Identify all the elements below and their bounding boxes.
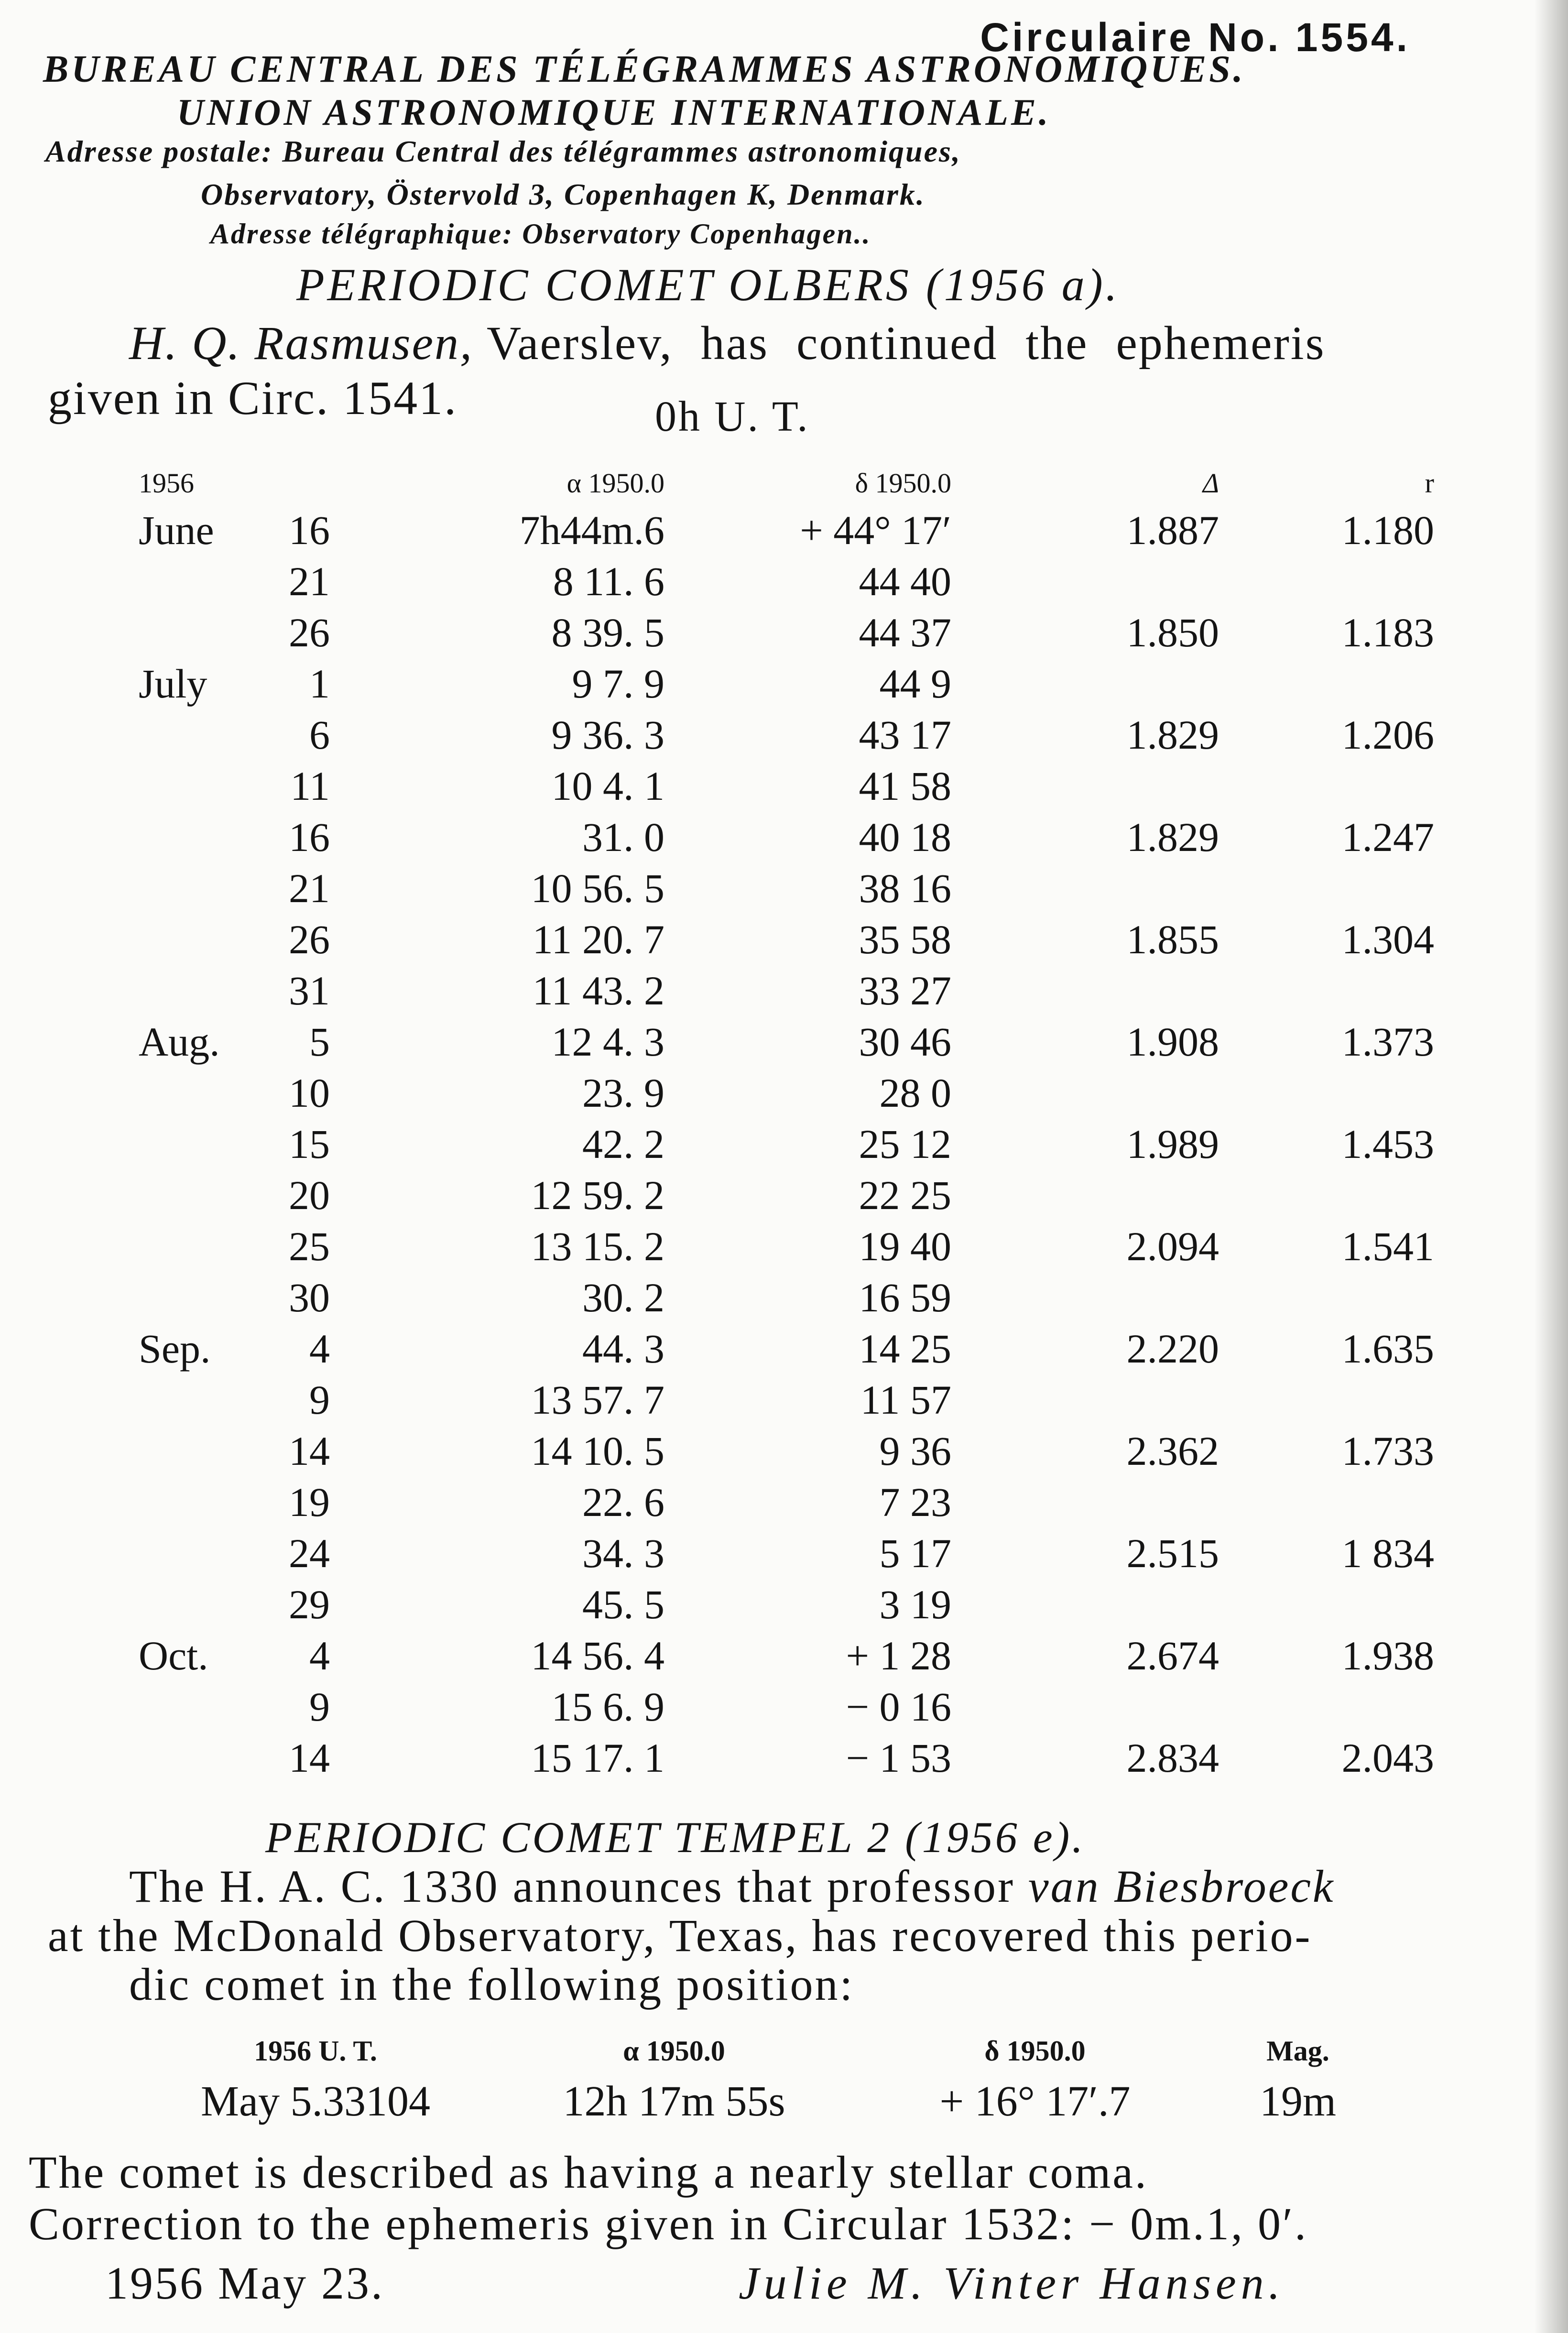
- row-day: 20: [289, 1172, 330, 1218]
- ra-header: α 1950.0: [566, 467, 664, 499]
- row-day: 10: [289, 1069, 330, 1116]
- row-dec: 7 23: [879, 1479, 951, 1525]
- row-day: 4: [309, 1325, 330, 1372]
- row-r: [1219, 1169, 1434, 1221]
- ephemeris-row: [139, 1630, 1434, 1681]
- row-dec: 19 40: [859, 1223, 951, 1269]
- row-ra: 15 17. 1: [531, 1734, 664, 1781]
- row-month: [139, 1221, 272, 1272]
- row-dec: 9 36: [879, 1428, 951, 1474]
- ephemeris-row: [139, 1323, 1434, 1374]
- row-month: July: [139, 660, 207, 707]
- pos-dec-header: δ 1950.0: [984, 2035, 1086, 2067]
- observer-name-2: van Biesbroeck: [1028, 1861, 1335, 1912]
- delta-header: Δ: [1202, 467, 1219, 499]
- row-day: 9: [309, 1683, 330, 1730]
- row-delta: [951, 1169, 1219, 1221]
- ephemeris-row: [139, 1067, 1434, 1118]
- row-r: [1219, 658, 1434, 709]
- ephemeris-body: [139, 504, 1434, 1783]
- row-month: [139, 1732, 272, 1783]
- row-day: 21: [289, 558, 330, 604]
- row-dec: 3 19: [879, 1581, 951, 1627]
- ephemeris-row: [139, 556, 1434, 607]
- row-delta: 2.220: [1126, 1325, 1219, 1372]
- ephemeris-row: [139, 811, 1434, 862]
- row-delta: 2.674: [1126, 1632, 1219, 1679]
- intro-line1: Vaerslev, has continued the ephemeris: [486, 316, 1326, 370]
- row-delta: 2.515: [1126, 1530, 1219, 1576]
- row-dec: + 1 28: [846, 1632, 951, 1679]
- row-delta: [951, 965, 1219, 1016]
- row-r: 1.180: [1341, 507, 1434, 553]
- tempel-description: [29, 2147, 1463, 2249]
- ephemeris-row: [139, 1476, 1434, 1527]
- ephemeris-row: [139, 1527, 1434, 1579]
- union-title: UNION ASTRONOMIQUE INTERNATIONALE.: [177, 91, 1051, 133]
- row-dec: 40 18: [859, 814, 951, 860]
- row-r: 1.733: [1341, 1428, 1434, 1474]
- row-ra: 22. 6: [582, 1479, 664, 1525]
- row-dec: 43 17: [859, 711, 951, 758]
- position-row: [143, 2072, 1386, 2130]
- row-dec: 22 25: [859, 1172, 951, 1218]
- row-day: 5: [309, 1018, 330, 1065]
- row-r: [1219, 965, 1434, 1016]
- ephemeris-row: [139, 1016, 1434, 1067]
- row-dec: − 0 16: [846, 1683, 951, 1730]
- row-ra: 44. 3: [582, 1325, 664, 1372]
- row-day: 26: [289, 609, 330, 655]
- row-month: [139, 556, 272, 607]
- row-delta: 1.855: [1126, 916, 1219, 962]
- row-ra: 10 4. 1: [551, 763, 664, 809]
- time-label: 0h U. T.: [655, 393, 810, 440]
- row-delta: 1.829: [1126, 711, 1219, 758]
- row-ra: 45. 5: [582, 1581, 664, 1627]
- row-delta: [951, 1374, 1219, 1425]
- description-line2: Correction to the ephemeris given in Circular 1532: − 0m.1, 0′.: [29, 2198, 1308, 2249]
- row-dec: 38 16: [859, 865, 951, 911]
- row-day: 26: [289, 916, 330, 962]
- row-day: 6: [309, 711, 330, 758]
- row-r: [1219, 1374, 1434, 1425]
- row-month: [139, 1118, 272, 1169]
- row-dec: − 1 53: [846, 1734, 951, 1781]
- row-day: 30: [289, 1274, 330, 1320]
- row-delta: 1.887: [1126, 507, 1219, 553]
- row-r: [1219, 556, 1434, 607]
- row-month: Sep.: [139, 1325, 211, 1372]
- row-r: 1 834: [1341, 1530, 1434, 1576]
- row-delta: [951, 1681, 1219, 1732]
- ephemeris-row: [139, 1374, 1434, 1425]
- row-month: [139, 1169, 272, 1221]
- row-month: [139, 811, 272, 862]
- row-r: 1.938: [1341, 1632, 1434, 1679]
- row-ra: 11 20. 7: [532, 916, 664, 962]
- row-delta: [951, 1476, 1219, 1527]
- row-delta: 2.834: [1126, 1734, 1219, 1781]
- row-month: [139, 1681, 272, 1732]
- row-dec: 44 9: [879, 660, 951, 707]
- tempel-line2: at the McDonald Observatory, Texas, has recovered this perio-: [48, 1909, 1312, 1961]
- row-month: [139, 1067, 272, 1118]
- row-delta: 1.829: [1126, 814, 1219, 860]
- row-month: [139, 1425, 272, 1476]
- row-dec: 44 37: [859, 609, 951, 655]
- ephemeris-row: [139, 914, 1434, 965]
- row-ra: 31. 0: [582, 814, 664, 860]
- row-r: 1.453: [1341, 1121, 1434, 1167]
- row-day: 4: [309, 1632, 330, 1679]
- row-r: 1.183: [1341, 609, 1434, 655]
- day-header: [272, 461, 330, 504]
- row-day: 25: [289, 1223, 330, 1269]
- row-r: 2.043: [1341, 1734, 1434, 1781]
- row-month: [139, 709, 272, 760]
- row-month: [139, 760, 272, 811]
- row-r: 1.206: [1341, 711, 1434, 758]
- row-r: 1.541: [1341, 1223, 1434, 1269]
- row-ra: 34. 3: [582, 1530, 664, 1576]
- tempel-line1a: The H. A. C. 1330 announces that professor: [129, 1861, 1029, 1912]
- ephemeris-row: [139, 760, 1434, 811]
- row-r: [1219, 1681, 1434, 1732]
- pos-dec: + 16° 17′.7: [939, 2077, 1131, 2125]
- row-r: 1.247: [1341, 814, 1434, 860]
- row-day: 11: [290, 763, 330, 809]
- ephemeris-row: [139, 1732, 1434, 1783]
- row-day: 19: [289, 1479, 330, 1525]
- ephemeris-row: [139, 658, 1434, 709]
- description-line1: The comet is described as having a nearly stellar coma.: [29, 2147, 1148, 2198]
- issue-date: 1956 May 23.: [105, 2257, 384, 2309]
- row-day: 29: [289, 1581, 330, 1627]
- olbers-title: PERIODIC COMET OLBERS (1956 a).: [296, 259, 1120, 310]
- row-ra: 12 59. 2: [531, 1172, 664, 1218]
- row-dec: 33 27: [859, 967, 951, 1014]
- row-month: [139, 607, 272, 658]
- row-day: 24: [289, 1530, 330, 1576]
- row-ra: 15 6. 9: [551, 1683, 664, 1730]
- row-delta: [951, 1579, 1219, 1630]
- row-ra: 14 10. 5: [531, 1428, 664, 1474]
- ephemeris-row: [139, 1272, 1434, 1323]
- row-month: [139, 965, 272, 1016]
- pos-mag: 19m: [1259, 2077, 1336, 2125]
- row-ra: 11 43. 2: [532, 967, 664, 1014]
- row-ra: 12 4. 3: [551, 1018, 664, 1065]
- row-ra: 42. 2: [582, 1121, 664, 1167]
- row-ra: 30. 2: [582, 1274, 664, 1320]
- row-day: 1: [309, 660, 330, 707]
- row-r: [1219, 760, 1434, 811]
- ephemeris-header-row: [139, 461, 1434, 504]
- ephemeris-row: [139, 1681, 1434, 1732]
- pos-mag-header: Mag.: [1266, 2035, 1329, 2067]
- tempel-paragraph: [48, 1862, 1472, 2009]
- row-day: 9: [309, 1376, 330, 1423]
- telegraphic-address: Adresse télégraphique: Observatory Copenhagen..: [210, 218, 871, 250]
- ephemeris-row: [139, 1579, 1434, 1630]
- row-dec: 44 40: [859, 558, 951, 604]
- ephemeris-row: [139, 1118, 1434, 1169]
- bureau-title: BUREAU CENTRAL DES TÉLÉGRAMMES ASTRONOMIQUES.: [43, 48, 1246, 90]
- row-delta: 1.850: [1126, 609, 1219, 655]
- row-dec: 14 25: [859, 1325, 951, 1372]
- row-ra: 10 56. 5: [531, 865, 664, 911]
- ephemeris-row: [139, 1221, 1434, 1272]
- tempel-position-table: [143, 2029, 1386, 2130]
- row-r: 1.304: [1341, 916, 1434, 962]
- row-dec: 35 58: [859, 916, 951, 962]
- row-delta: [951, 556, 1219, 607]
- row-ra: 13 15. 2: [531, 1223, 664, 1269]
- olbers-ephemeris-table: [139, 461, 1434, 1783]
- row-r: [1219, 1272, 1434, 1323]
- tempel-line3: dic comet in the following position:: [129, 1959, 855, 2010]
- row-month: [139, 1476, 272, 1527]
- dec-header: δ 1950.0: [855, 467, 951, 499]
- row-month: Aug.: [139, 1018, 220, 1065]
- row-r: [1219, 1476, 1434, 1527]
- pos-ra-header: α 1950.0: [623, 2035, 725, 2067]
- row-day: 14: [289, 1734, 330, 1781]
- observer-name: H. Q. Rasmusen,: [129, 316, 473, 370]
- row-day: 15: [289, 1121, 330, 1167]
- year-header: 1956: [139, 467, 194, 499]
- row-delta: [951, 760, 1219, 811]
- row-day: 14: [289, 1428, 330, 1474]
- row-day: 21: [289, 865, 330, 911]
- postal-address-line2: Observatory, Östervold 3, Copenhagen K, Denmark.: [201, 177, 926, 211]
- row-month: [139, 1527, 272, 1579]
- row-ra: 23. 9: [582, 1069, 664, 1116]
- row-r: [1219, 1067, 1434, 1118]
- row-dec: + 44° 17′: [800, 507, 951, 553]
- signatory-name: Julie M. Vinter Hansen.: [739, 2257, 1285, 2309]
- row-month: [139, 1374, 272, 1425]
- row-month: [139, 914, 272, 965]
- pos-ra: 12h 17m 55s: [563, 2077, 785, 2125]
- row-delta: 1.989: [1126, 1121, 1219, 1167]
- row-delta: 1.908: [1126, 1018, 1219, 1065]
- row-ra: 14 56. 4: [531, 1632, 664, 1679]
- row-dec: 30 46: [859, 1018, 951, 1065]
- row-ra: 13 57. 7: [531, 1376, 664, 1423]
- row-delta: [951, 1067, 1219, 1118]
- row-day: 16: [289, 507, 330, 553]
- row-month: [139, 862, 272, 914]
- tempel-title: PERIODIC COMET TEMPEL 2 (1956 e).: [265, 1813, 1086, 1862]
- row-ra: 8 11. 6: [553, 558, 664, 604]
- row-r: [1219, 1579, 1434, 1630]
- row-month: [139, 1579, 272, 1630]
- ephemeris-row: [139, 965, 1434, 1016]
- r-header: r: [1425, 467, 1434, 499]
- postal-address-line1: Adresse postale: Bureau Central des télégrammes astronomiques,: [45, 134, 961, 168]
- row-delta: 2.094: [1126, 1223, 1219, 1269]
- ephemeris-row: [139, 709, 1434, 760]
- ephemeris-row: [139, 1169, 1434, 1221]
- ephemeris-row: [139, 862, 1434, 914]
- row-month: June: [139, 507, 214, 553]
- row-dec: 25 12: [859, 1121, 951, 1167]
- row-r: [1219, 862, 1434, 914]
- ephemeris-row: [139, 1425, 1434, 1476]
- row-delta: 2.362: [1126, 1428, 1219, 1474]
- row-dec: 5 17: [879, 1530, 951, 1576]
- row-dec: 16 59: [859, 1274, 951, 1320]
- intro-line2: given in Circ. 1541.: [48, 371, 458, 425]
- row-day: 31: [289, 967, 330, 1014]
- row-ra: 7h44m.6: [519, 507, 664, 553]
- ephemeris-row: [139, 607, 1434, 658]
- row-delta: [951, 658, 1219, 709]
- page-edge-shadow: [1535, 0, 1568, 2333]
- row-dec: 28 0: [879, 1069, 951, 1116]
- row-delta: [951, 862, 1219, 914]
- row-dec: 41 58: [859, 763, 951, 809]
- row-ra: 9 7. 9: [572, 660, 664, 707]
- position-header-row: [143, 2029, 1386, 2072]
- row-ra: 9 36. 3: [551, 711, 664, 758]
- pos-time: May 5.33104: [201, 2077, 430, 2125]
- circular-number: Circulaire No. 1554.: [980, 15, 1410, 60]
- row-dec: 11 57: [860, 1376, 951, 1423]
- row-month: [139, 1272, 272, 1323]
- row-month: Oct.: [139, 1632, 208, 1679]
- row-r: 1.635: [1341, 1325, 1434, 1372]
- row-r: 1.373: [1341, 1018, 1434, 1065]
- row-ra: 8 39. 5: [551, 609, 664, 655]
- ephemeris-row: [139, 504, 1434, 556]
- row-day: 16: [289, 814, 330, 860]
- pos-time-header: 1956 U. T.: [254, 2035, 377, 2067]
- row-delta: [951, 1272, 1219, 1323]
